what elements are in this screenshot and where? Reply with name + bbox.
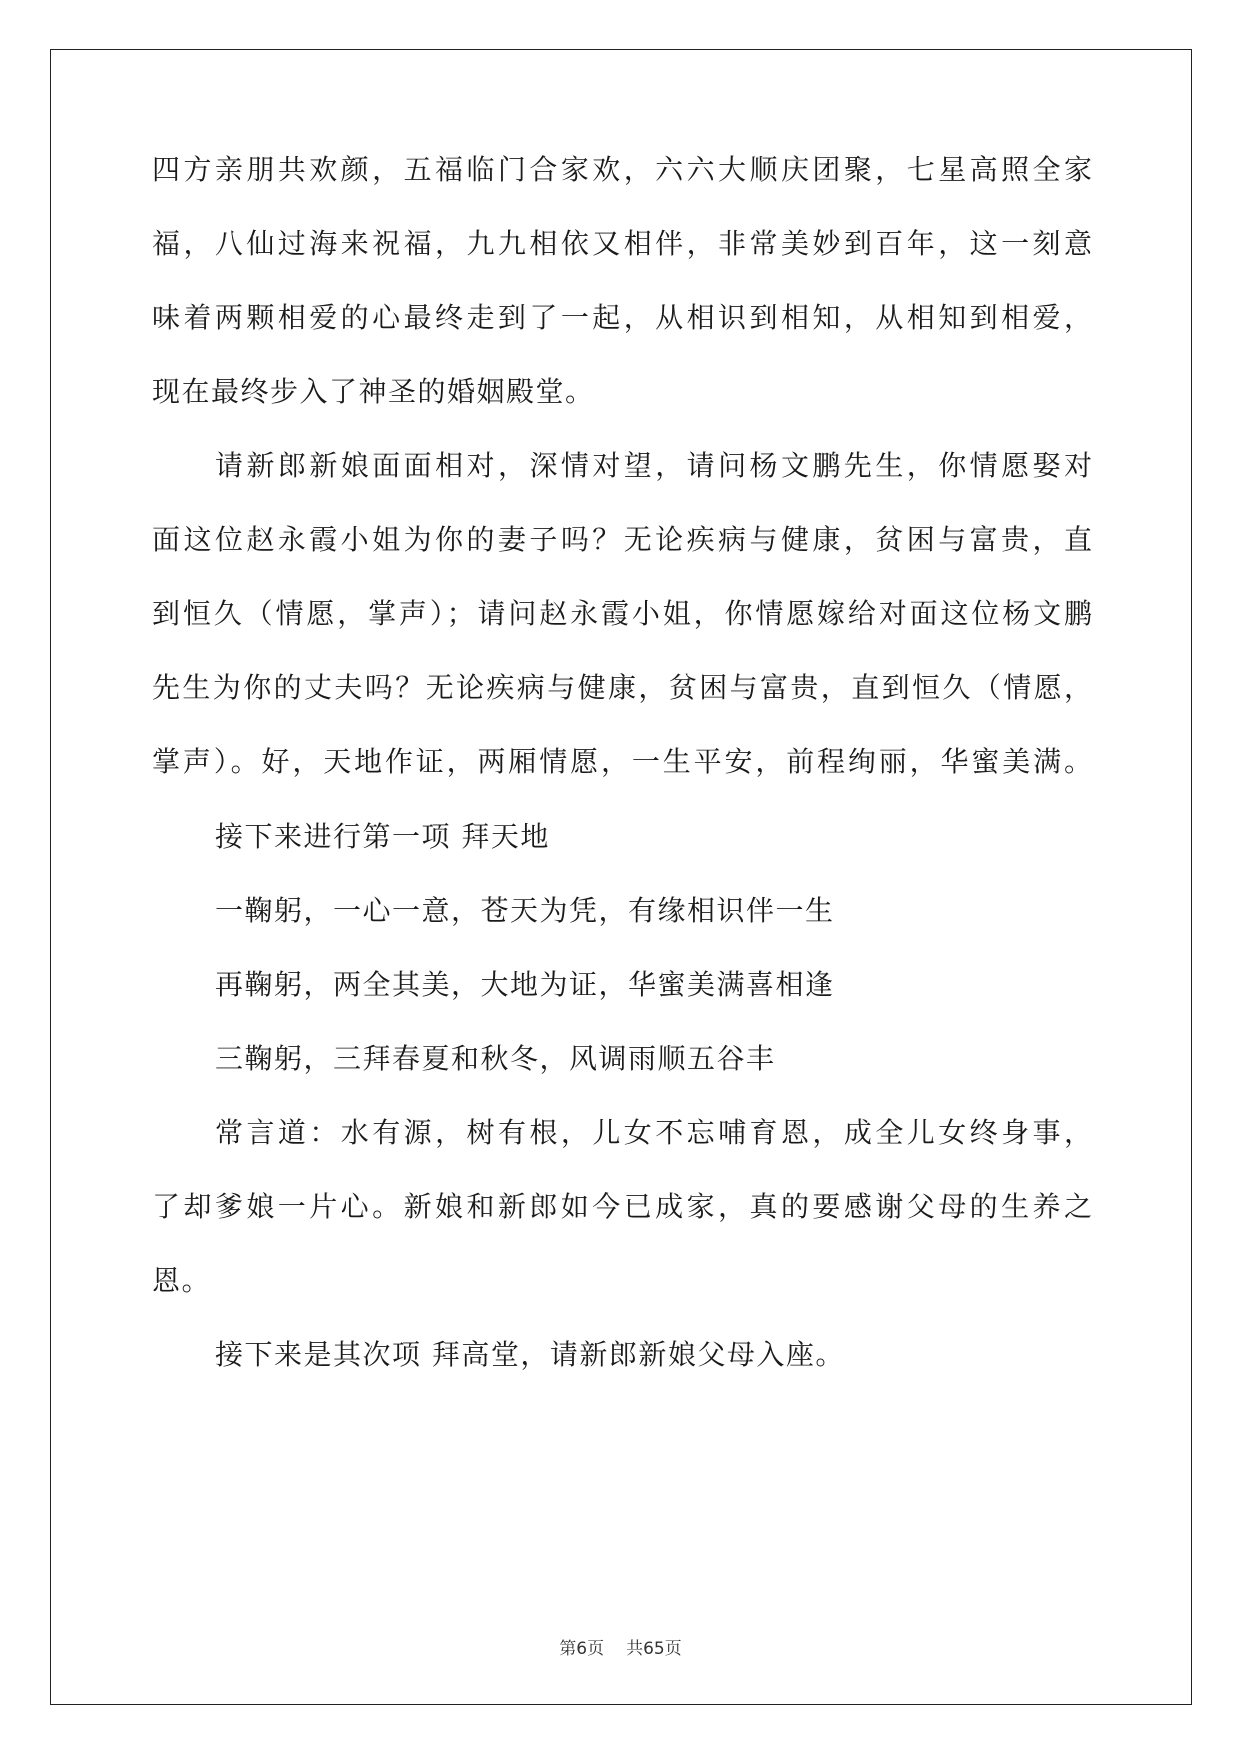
page-footer <box>0 1634 1241 1659</box>
body-text-line: 恩。 <box>152 1264 212 1297</box>
body-text-line: 福，八仙过海来祝福，九九相依又相伴，非常美妙到百年，这一刻意 <box>152 227 1092 260</box>
page-number: 第6页 <box>559 1639 605 1659</box>
body-text-line: 现在最终步入了神圣的婚姻殿堂。 <box>152 375 595 408</box>
body-text-line: 请新郎新娘面面相对，深情对望，请问杨文鹏先生，你情愿娶对 <box>215 449 1092 482</box>
body-text-line: 常言道：水有源，树有根，儿女不忘哺育恩，成全儿女终身事， <box>215 1116 1092 1149</box>
body-text-line: 三鞠躬，三拜春夏和秋冬，风调雨顺五谷丰 <box>215 1042 776 1075</box>
body-text-line: 面这位赵永霞小姐为你的妻子吗？无论疾病与健康，贫困与富贵，直 <box>152 523 1092 556</box>
section-heading-line: 接下来是其次项 拜高堂，请新郎新娘父母入座。 <box>215 1338 845 1371</box>
body-text-line: 四方亲朋共欢颜，五福临门合家欢，六六大顺庆团聚，七星高照全家 <box>152 153 1092 186</box>
body-text-line: 先生为你的丈夫吗？无论疾病与健康，贫困与富贵，直到恒久（情愿， <box>152 671 1092 704</box>
body-text-line: 了却爹娘一片心。新娘和新郎如今已成家，真的要感谢父母的生养之 <box>152 1190 1092 1223</box>
body-text-line: 一鞠躬，一心一意，苍天为凭，有缘相识伴一生 <box>215 894 835 927</box>
body-text-line: 到恒久（情愿，掌声）；请问赵永霞小姐，你情愿嫁给对面这位杨文鹏 <box>152 597 1092 630</box>
section-heading-line: 接下来进行第一项 拜天地 <box>215 820 550 853</box>
body-text-line: 掌声）。好，天地作证，两厢情愿，一生平安，前程绚丽，华蜜美满。 <box>152 745 1092 778</box>
body-text-line: 味着两颗相爱的心最终走到了一起，从相识到相知，从相知到相爱， <box>152 301 1092 334</box>
page-total: 共65页 <box>626 1639 682 1659</box>
body-text-line: 再鞠躬，两全其美，大地为证，华蜜美满喜相逢 <box>215 968 835 1001</box>
